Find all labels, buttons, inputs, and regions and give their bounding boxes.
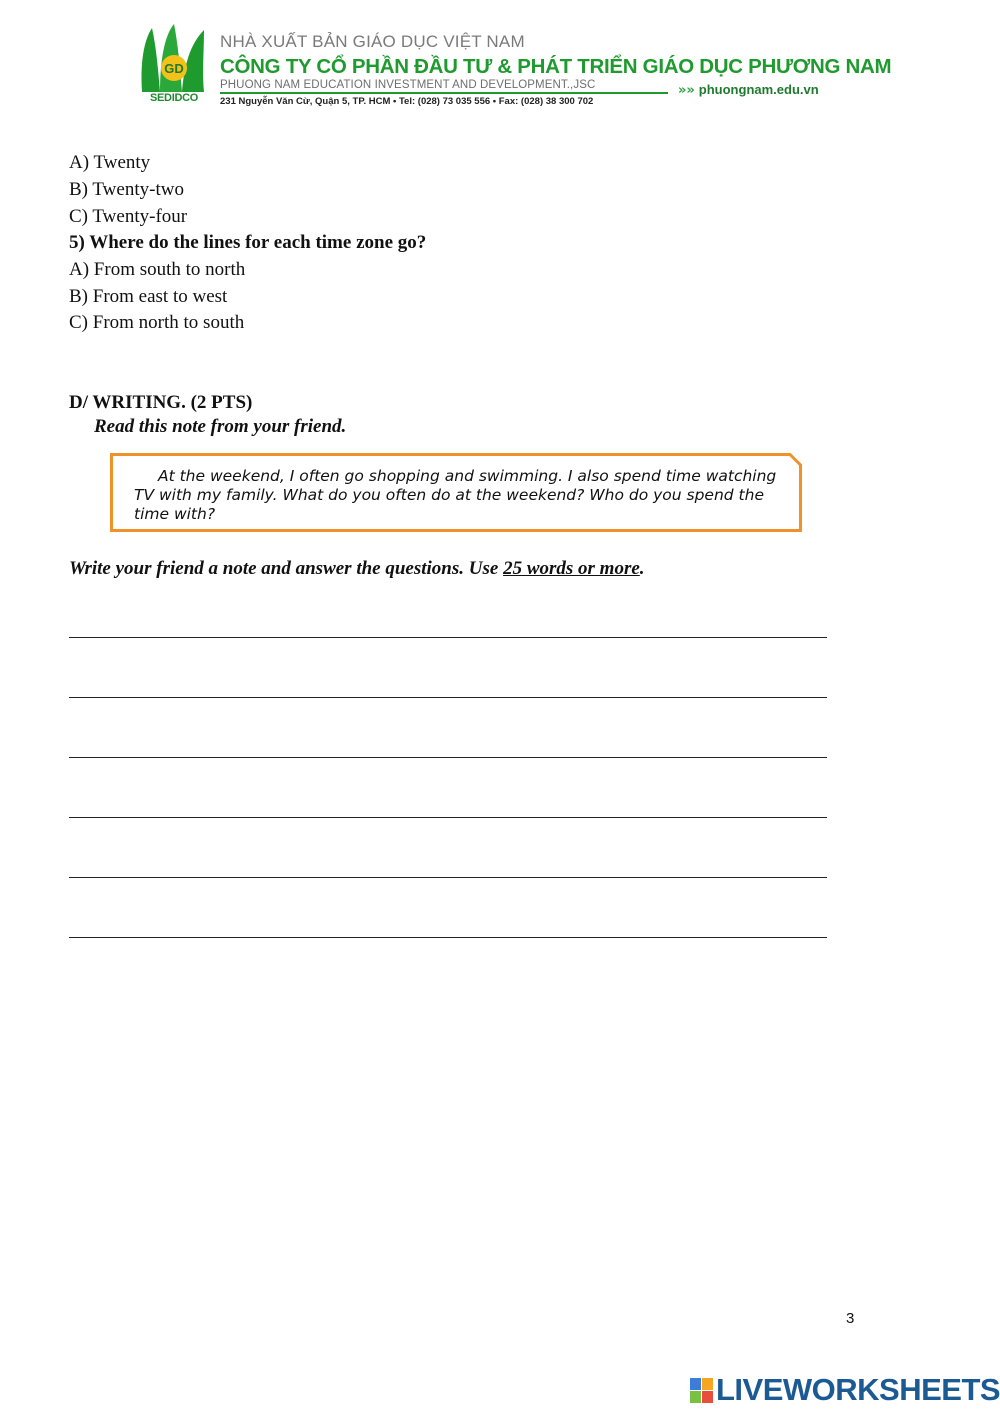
answer-line[interactable] bbox=[69, 877, 827, 878]
friend-note-box bbox=[110, 453, 802, 532]
q4-option-b: B) Twenty-two bbox=[69, 179, 184, 200]
company-name-vn: CÔNG TY CỔ PHẦN ĐẦU TƯ & PHÁT TRIỂN GIÁO DỤC PHƯƠNG NAM bbox=[220, 55, 892, 78]
website-text: phuongnam.edu.vn bbox=[698, 82, 819, 97]
q5-option-a: A) From south to north bbox=[69, 259, 246, 280]
q4-option-a: A) Twenty bbox=[69, 152, 151, 173]
answer-line[interactable] bbox=[69, 697, 827, 698]
liveworksheets-wordmark: LIVEWORKSHEETS bbox=[716, 1372, 1000, 1407]
sedidco-logo bbox=[138, 22, 210, 108]
answer-line[interactable] bbox=[69, 817, 827, 818]
answer-line[interactable] bbox=[69, 937, 827, 938]
company-name-en: PHUONG NAM EDUCATION INVESTMENT AND DEVELOPMENT.,JSC bbox=[220, 79, 596, 91]
svg-text:GD: GD bbox=[164, 61, 184, 76]
answer-line[interactable] bbox=[69, 637, 827, 638]
liveworksheets-icon bbox=[690, 1378, 714, 1404]
answer-line[interactable] bbox=[69, 757, 827, 758]
q4-option-c: C) Twenty-four bbox=[69, 206, 188, 227]
publisher-name: NHÀ XUẤT BẢN GIÁO DỤC VIỆT NAM bbox=[220, 32, 525, 51]
writing-instruction: Read this note from your friend. bbox=[94, 416, 347, 437]
page-number: 3 bbox=[846, 1310, 855, 1327]
friend-note-text: At the weekend, I often go shopping and swimming. I also spend time watching TV with my family. What do you often do at the weekend? Who do you spend the time with? bbox=[134, 467, 777, 523]
writing-task bbox=[69, 558, 645, 580]
writing-task-word-count: 25 words or more bbox=[503, 558, 640, 579]
q5-question: 5) Where do the lines for each time zone go? bbox=[69, 232, 427, 253]
company-address: 231 Nguyễn Văn Cừ, Quận 5, TP. HCM • Tel: (028) 73 035 556 • Fax: (028) 38 300 702 bbox=[220, 96, 594, 107]
q5-option-b: B) From east to west bbox=[69, 286, 228, 307]
double-chevron-icon: »» bbox=[678, 83, 695, 98]
writing-task-prefix: Write your friend a note and answer the questions. Use bbox=[69, 558, 504, 579]
company-website[interactable] bbox=[678, 82, 819, 98]
writing-heading: D/ WRITING. (2 PTS) bbox=[69, 392, 253, 413]
logo-label: SEDIDCO bbox=[149, 92, 199, 104]
q5-option-c: C) From north to south bbox=[69, 312, 245, 333]
header-rule bbox=[220, 92, 668, 94]
logo-leaves-icon bbox=[138, 22, 210, 94]
publisher-header bbox=[138, 22, 892, 110]
writing-task-suffix: . bbox=[639, 558, 645, 579]
